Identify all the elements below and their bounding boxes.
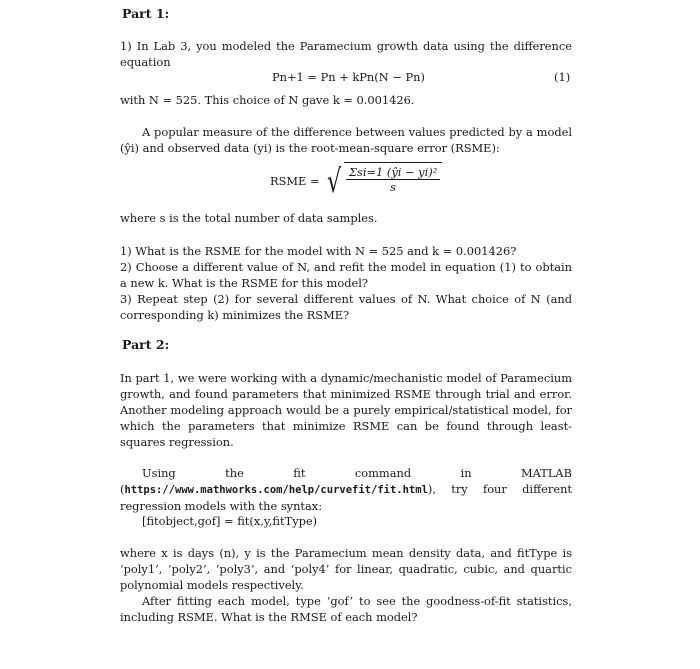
rsme-lhs: RSME = <box>270 174 320 188</box>
part2-paragraph-4: After fitting each model, type ‘gof’ to see the goodness-of-fit statistics, including RSME. What is the RMSE of each model? <box>120 594 572 624</box>
fit-syntax: [fitobject,gof] = fit(x,y,fitType) <box>142 514 318 528</box>
equation-number: (1) <box>554 70 571 84</box>
square-root <box>324 162 443 200</box>
mathworks-url-link[interactable]: https://www.mathworks.com/help/curvefit/fit.html <box>124 484 428 496</box>
rsme-fraction <box>346 165 440 194</box>
rsme-denominator: s <box>390 180 397 194</box>
rsme-numerator: Σsi=1 (ŷi − yi)² <box>346 165 440 180</box>
part2-paragraph-1: In part 1, we were working with a dynamic/mechanistic model of Paramecium growth, and found parameters that minimized RSME through trial and error. Another modeling approach would be a purely empirical/statistical model, for which the parameters that minimize RSME can be found through least-squares regression. <box>120 371 572 449</box>
where-line: where s is the total number of data samples. <box>120 211 378 225</box>
question-3: 3) Repeat step (2) for several different values of N. What choice of N (and corresponding k) minimizes the RSME? <box>120 292 572 322</box>
question-1: 1) What is the RSME for the model with N = 525 and k = 0.001426? <box>120 244 517 258</box>
radicand <box>344 162 442 200</box>
paragraph-2-text-b: ), try four different regression models with the syntax: <box>120 482 572 513</box>
question-2: 2) Choose a different value of N, and refit the model in equation (1) to obtain a new k. What is the RSME for this model? <box>120 260 572 290</box>
part1-intro: 1) In Lab 3, you modeled the Paramecium growth data using the difference equation <box>120 39 572 69</box>
paragraph-2-text-a: Using the fit command in MATLAB ( <box>120 466 572 496</box>
part2-heading: Part 2: <box>122 337 170 352</box>
difference-equation: Pn+1 = Pn + kPn(N − Pn) <box>272 70 425 84</box>
rsme-formula <box>270 160 442 202</box>
rsme-intro: A popular measure of the difference between values predicted by a model (ŷi) and observed data (yi) is the root-mean-square error (RSME): <box>120 125 572 155</box>
part2-paragraph-2 <box>120 465 572 514</box>
part1-heading: Part 1: <box>122 6 170 21</box>
part2-paragraph-3: where x is days (n), y is the Paramecium mean density data, and fitType is ‘poly1’, ‘poly2’, ‘poly3’, and ‘poly4’ for linear, quadratic, cubic, and quartic polynomial models respectively. <box>120 546 572 592</box>
parameter-line: with N = 525. This choice of N gave k = 0.001426. <box>120 93 415 107</box>
radical-symbol-icon: √ <box>326 162 341 200</box>
